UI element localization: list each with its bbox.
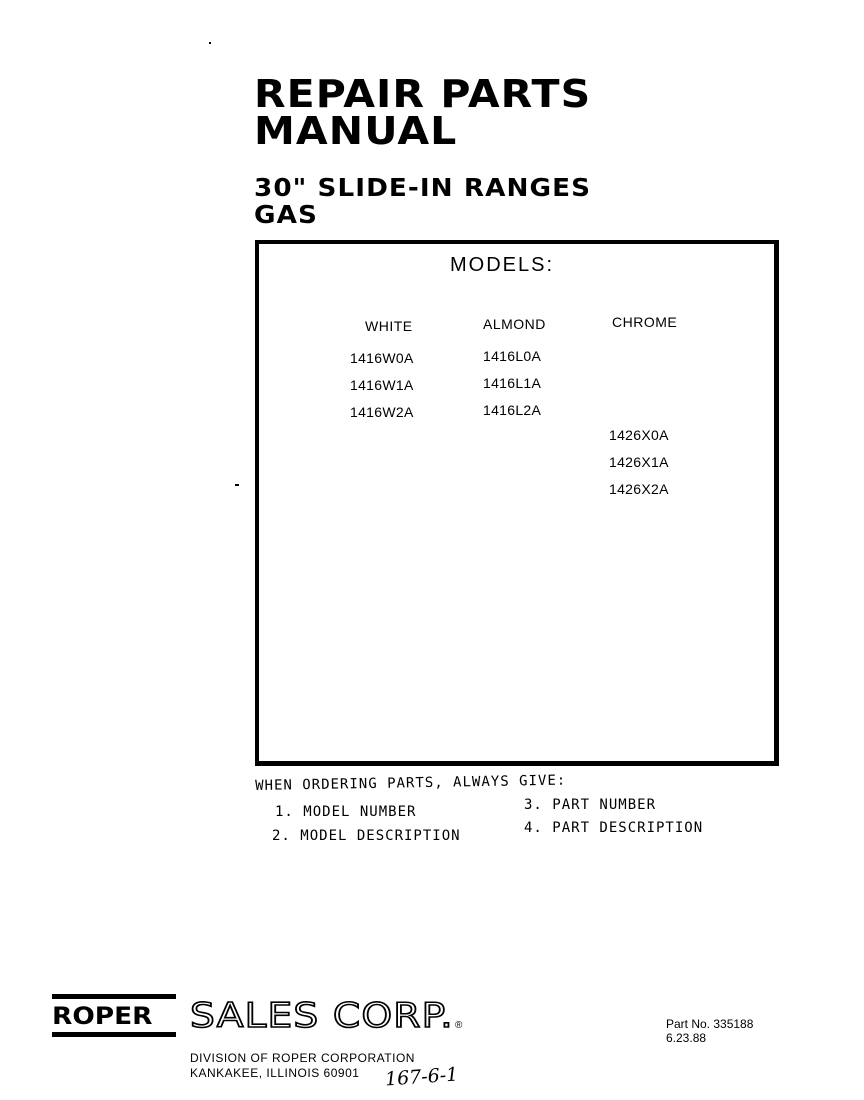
part-date: 6.23.88	[666, 1031, 707, 1045]
scan-speck	[209, 42, 211, 44]
ordering-item: 3. PART NUMBER	[524, 797, 657, 813]
model-number-white: 1416W1A	[350, 377, 414, 393]
logo-rule-top	[52, 994, 176, 999]
models-heading: MODELS:	[450, 254, 555, 276]
ordering-item: 2. MODEL DESCRIPTION	[272, 828, 461, 844]
model-number-white: 1416W2A	[350, 404, 414, 420]
ordering-item: 1. MODEL NUMBER	[275, 804, 417, 820]
subtitle-line2: GAS	[254, 200, 318, 229]
model-number-chrome: 1426X1A	[609, 454, 669, 470]
model-number-chrome: 1426X0A	[609, 427, 669, 443]
model-number-chrome: 1426X2A	[609, 481, 669, 497]
part-number: Part No. 335188	[666, 1017, 754, 1031]
subtitle-line1: 30" SLIDE-IN RANGES	[254, 173, 592, 202]
logo-rule-bottom	[52, 1032, 176, 1037]
division-line: DIVISION OF ROPER CORPORATION	[190, 1051, 415, 1065]
scan-speck	[235, 484, 239, 486]
ordering-heading: WHEN ORDERING PARTS, ALWAYS GIVE:	[255, 772, 567, 794]
model-number-white: 1416W0A	[350, 350, 414, 366]
roper-logo: ROPER	[52, 1002, 153, 1030]
handwritten-note: 167-6-1	[384, 1063, 459, 1091]
page-title-line2: MANUAL	[254, 109, 458, 153]
model-number-almond: 1416L0A	[483, 348, 542, 364]
registered-mark: ®	[455, 1020, 463, 1031]
column-header-white: WHITE	[365, 318, 413, 334]
column-header-almond: ALMOND	[483, 316, 546, 332]
ordering-item: 4. PART DESCRIPTION	[524, 820, 704, 836]
address-line: KANKAKEE, ILLINOIS 60901	[190, 1066, 360, 1080]
model-number-almond: 1416L2A	[483, 402, 542, 418]
column-header-chrome: CHROME	[612, 314, 678, 330]
company-name: SALES CORP.	[190, 996, 454, 1036]
page-title-line1: REPAIR PARTS	[254, 72, 592, 116]
model-number-almond: 1416L1A	[483, 375, 542, 391]
